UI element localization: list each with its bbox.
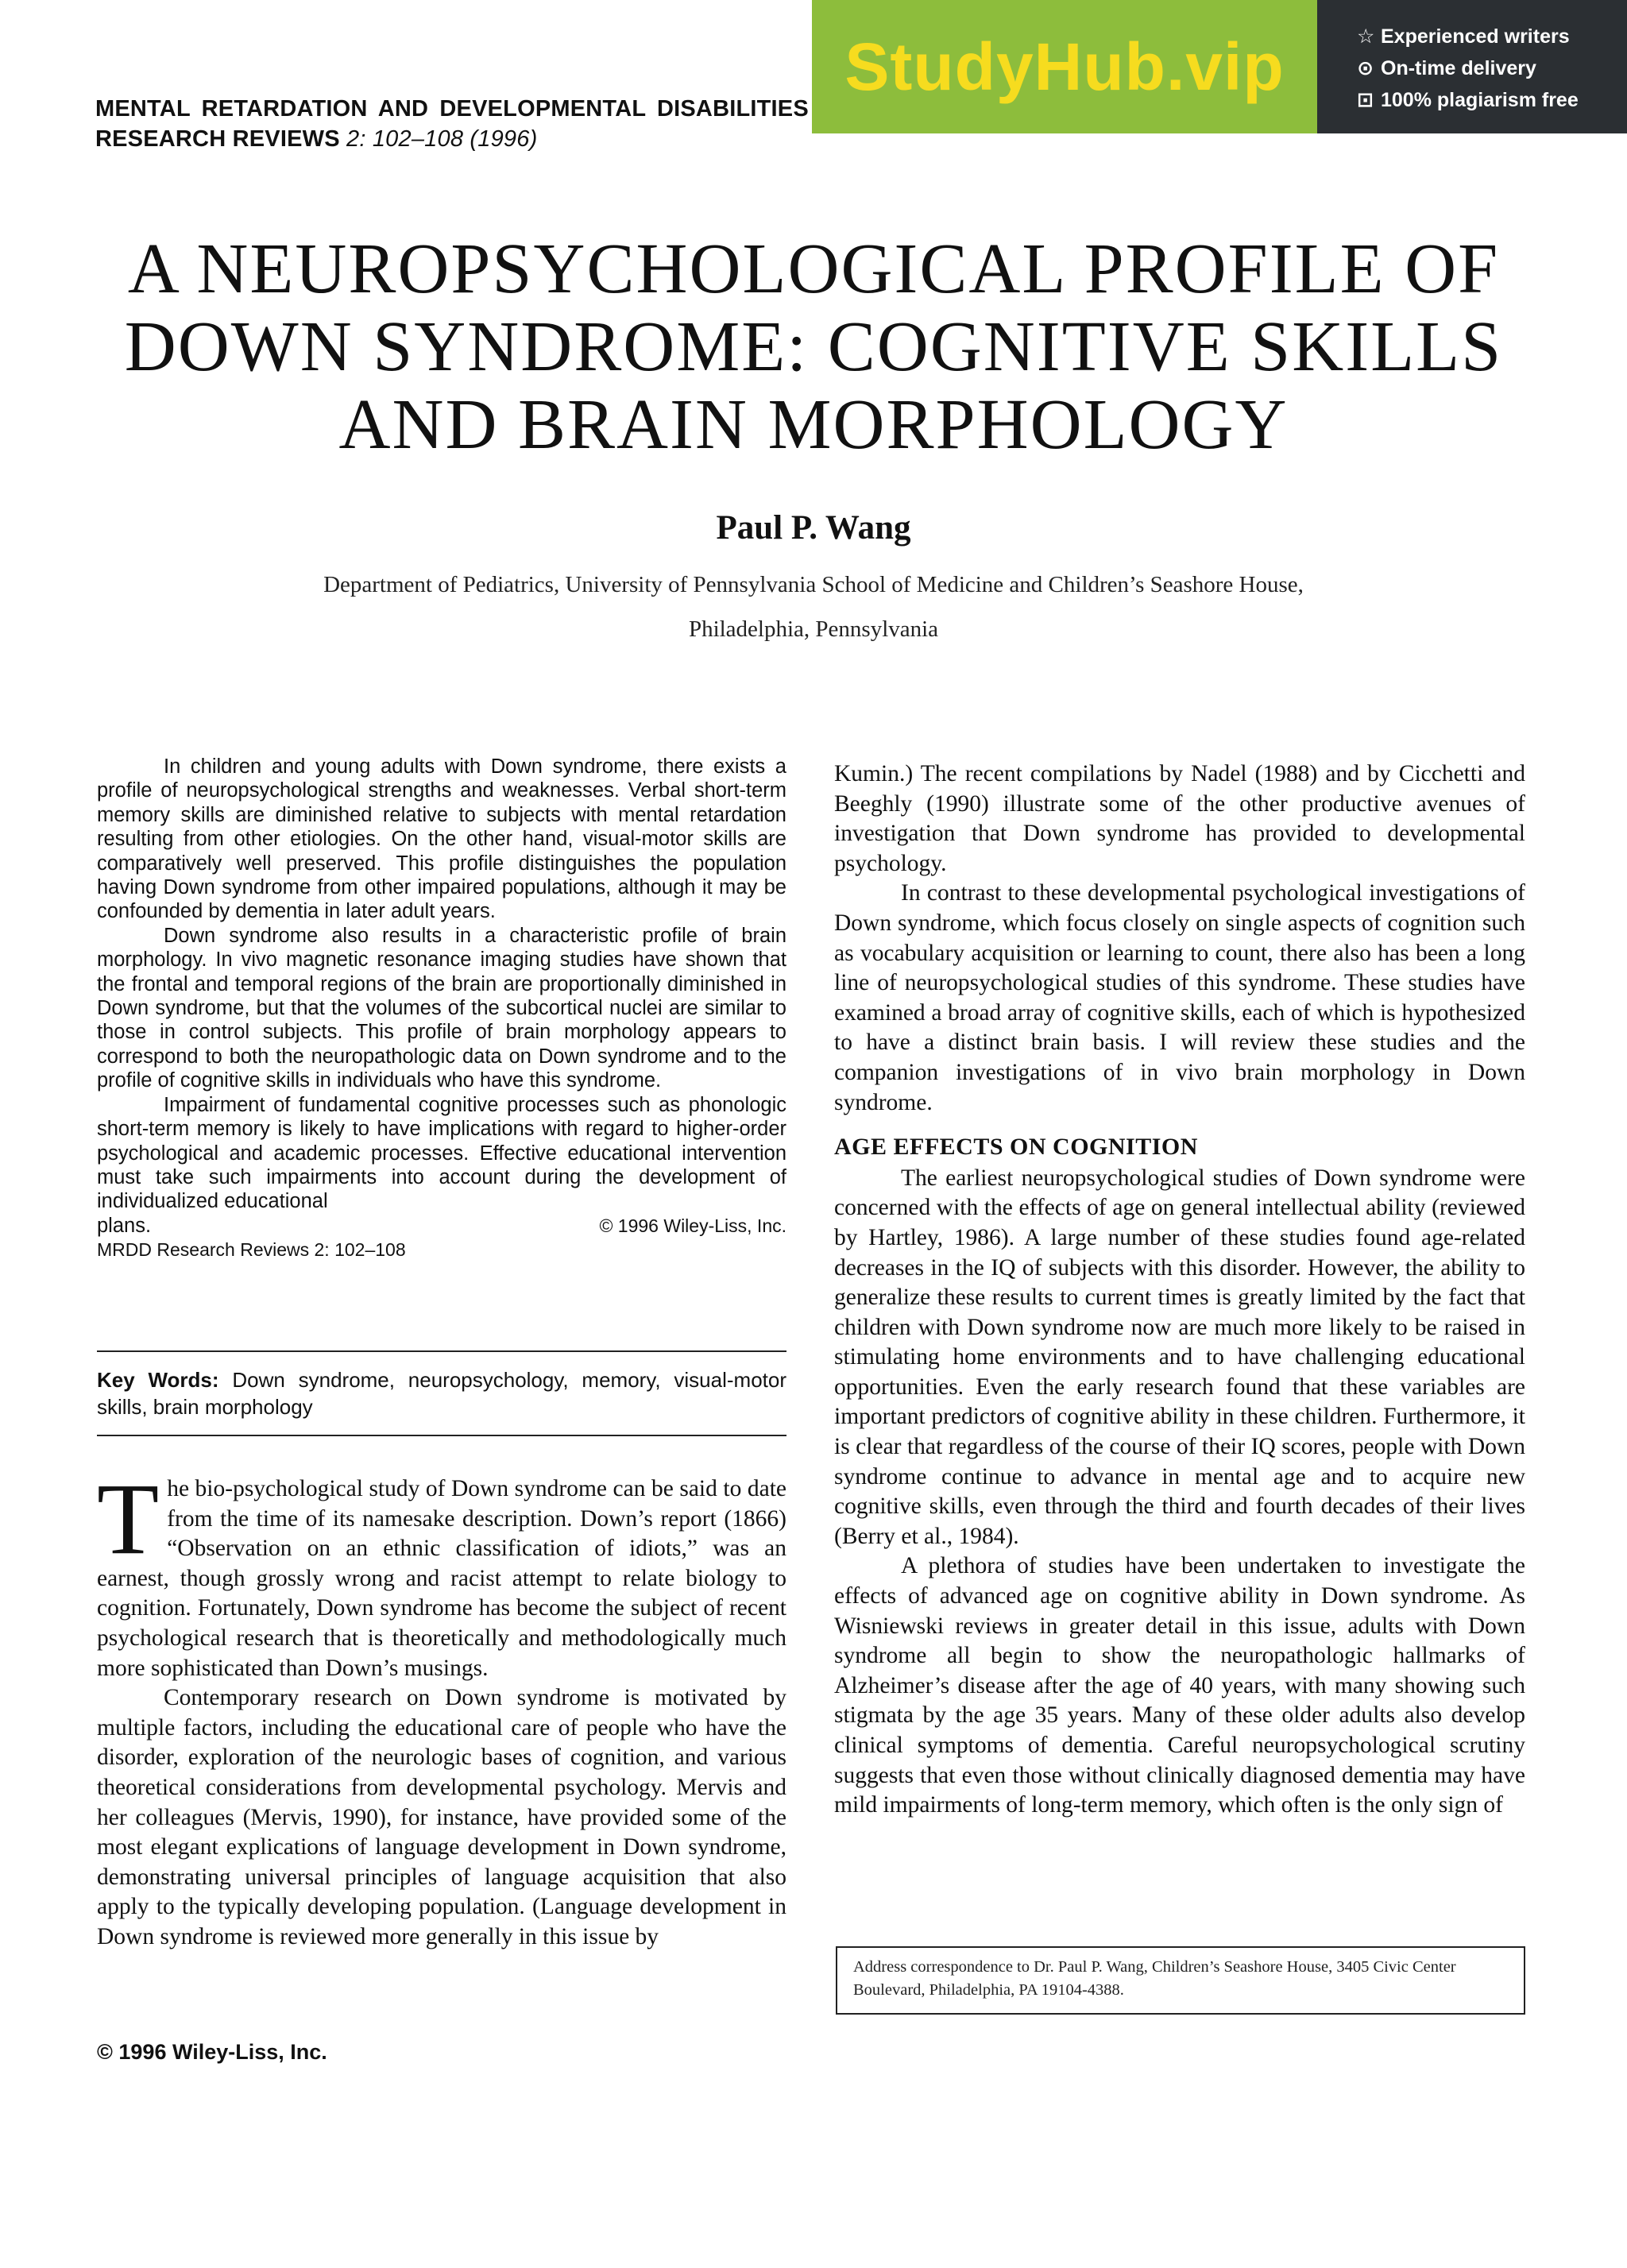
abstract-paragraph-3: Impairment of fundamental cognitive processes such as phonologic short-term memory is likely to have implications with regard to higher-order psychological and academic processes. Effective educational intervention must take such impairments into account during the development of individualized educational xyxy=(97,1093,786,1213)
body-left-column xyxy=(97,1462,786,1953)
feature-label: 100% plagiarism free xyxy=(1381,88,1579,111)
abstract-paragraph-1: In children and young adults with Down syndrome, there exists a profile of neuropsychological strengths and weaknesses. Verbal short-term memory skills are diminished relative to subjects with mental retardation resulting from other etiologies. On the other hand, visual-motor skills are comparatively well preserved. This profile distinguishes the population having Down syndrome from other impaired populations, although it may be confounded by dementia in later adult years. xyxy=(97,755,786,923)
feature-on-time-delivery xyxy=(1357,52,1627,84)
author-name: Paul P. Wang xyxy=(716,509,911,547)
abstract-paragraph-2: Down syndrome also results in a characteristic profile of brain morphology. In vivo magnetic resonance imaging studies have shown that the frontal and temporal regions of the brain are proportionally diminished in Down syndrome, but that the volumes of the subcortical nuclei are similar to those in control subjects. This profile of brain morphology appears to correspond to both the neuropathologic data on Down syndrome and to the profile of cognitive skills in individuals who have this syndrome. xyxy=(97,924,786,1092)
footer-copyright: © 1996 Wiley-Liss, Inc. xyxy=(97,2040,327,2064)
studyhub-logo[interactable]: StudyHub.vip xyxy=(812,0,1317,133)
feature-label: On-time delivery xyxy=(1381,56,1536,79)
body-paragraph-6: A plethora of studies have been undertaken to investigate the effects of advanced age on cognitive ability in Down syndrome. As Wisniewski reviews in greater detail in this issue, adults with Down syndrome all begin to show the neuropathologic hallmarks of Alzheimer’s disease after the age of 40 years, with many showing such stigmata by the age 35 years. Many of these older adults also develop clinical symptoms of dementia. Careful neuropsychological scrutiny suggests that even those without clinically diagnosed dementia may have mild impairments of long-term memory, which often is the only sign of xyxy=(834,1553,1525,1818)
intro-text: he bio-psychological study of Down syndrome can be said to date from the time of its namesake description. Down’s report (1866) “Observation on an ethnic classification of idiots,” was an earnest, though grossly wrong and racist attempt to relate biology to cognition. Fortunately, Down syndrome has become the subject of recent psychological research that is theoretically and methodologically much more sophisticated than Down’s musings. xyxy=(97,1476,786,1681)
abstract-last-word: plans. xyxy=(97,1214,152,1237)
journal-name-line1: MENTAL RETARDATION AND DEVELOPMENTAL DISABILITIES xyxy=(95,96,809,122)
section-heading: AGE EFFECTS ON COGNITION xyxy=(834,1134,1198,1161)
affiliation-line-2: Philadelphia, Pennsylvania xyxy=(688,616,939,642)
intro-paragraph xyxy=(97,1462,786,1683)
star-icon: ☆ xyxy=(1357,25,1375,48)
journal-header xyxy=(95,94,809,154)
keywords-text: Down syndrome, neuropsychology, memory, visual-motor skills, brain morphology xyxy=(97,1368,786,1419)
abstract xyxy=(97,755,786,1262)
keywords-label: Key Words: xyxy=(97,1368,219,1392)
feature-label: Experienced writers xyxy=(1381,25,1570,48)
banner-features xyxy=(1317,0,1627,133)
ad-banner[interactable] xyxy=(812,0,1627,133)
author-affiliation xyxy=(159,562,1468,651)
title-line-3: AND BRAIN MORPHOLOGY xyxy=(338,385,1289,464)
body-paragraph-4: In contrast to these developmental psychological investigations of Down syndrome, which focus closely on single aspects of cognition such as vocabulary acquisition or learning to count, there also has been a long line of neuropsychological studies of this syndrome. These studies have examined a broad array of cognitive skills, each of which is hypothesized to have a distinct brain basis. I will review these studies and the companion investigations of in vivo brain morphology in Down syndrome. xyxy=(834,880,1525,1115)
title-line-1: A NEUROPSYCHOLOGICAL PROFILE OF xyxy=(127,230,1500,308)
abstract-citation: MRDD Research Reviews 2: 102–108 xyxy=(97,1239,406,1261)
feature-plagiarism-free xyxy=(1357,84,1627,116)
body-right-column xyxy=(834,759,1525,1821)
drop-cap: T xyxy=(97,1462,160,1575)
feature-experienced-writers xyxy=(1357,21,1627,52)
body-paragraph-2: Contemporary research on Down syndrome is motivated by multiple factors, including the educational care of people who have the disorder, exploration of the neurologic bases of cognition, and various theoretical considerations from developmental psychology. Mervis and her colleagues (Mervis, 1990), for instance, have provided some of the most elegant explications of language development in Down syndrome, demonstrating universal principles of language acquisition that also apply to the typically developing population. (Language development in Down syndrome is reviewed more generally in this issue by xyxy=(97,1685,786,1949)
keywords xyxy=(97,1366,786,1420)
title-line-2: DOWN SYNDROME: COGNITIVE SKILLS xyxy=(124,307,1503,386)
journal-name-line2 xyxy=(95,124,809,154)
affiliation-line-1: Department of Pediatrics, University of Pennsylvania School of Medicine and Children’s Seashore House, xyxy=(323,572,1304,597)
abstract-copyright: © 1996 Wiley-Liss, Inc. xyxy=(599,1215,786,1236)
journal-name-part2: RESEARCH REVIEWS xyxy=(95,126,340,152)
keywords-bottom-rule xyxy=(97,1435,786,1436)
shield-icon: ⊡ xyxy=(1357,89,1374,111)
keywords-top-rule xyxy=(97,1350,786,1352)
abstract-copyright-line xyxy=(97,1214,786,1238)
correspondence-box: Address correspondence to Dr. Paul P. Wang, Children’s Seashore House, 3405 Civic Center Boulevard, Philadelphia, PA 19104-4388. xyxy=(836,1946,1525,2015)
body-paragraph-5: The earliest neuropsychological studies of Down syndrome were concerned with the effects of age on general intellectual ability (reviewed by Hartley, 1986). A large number of these studies found age-related decreases in the IQ of subjects with this disorder. However, the ability to generalize these results to current times is greatly limited by the fact that children with Down syndrome now are much more likely to be raised in stimulating home environments and to have challenging educational opportunities. Even the early research found that these variables are important predictors of cognitive ability in these children. Furthermore, it is clear that regardless of the course of their IQ scores, people with Down syndrome continue to advance in mental age and to acquire new cognitive skills, even through the third and fourth decades of their lives (Berry et al., 1984). xyxy=(834,1165,1525,1549)
clock-icon: ⊙ xyxy=(1357,57,1374,79)
body-paragraph-3: Kumin.) The recent compilations by Nadel (1988) and by Cicchetti and Beeghly (1990) illustrate some of the other productive avenues of investigation that Down syndrome has provided to developmental psychology. xyxy=(834,761,1525,876)
article-title xyxy=(48,230,1579,464)
journal-citation: 2: 102–108 (1996) xyxy=(346,126,538,152)
